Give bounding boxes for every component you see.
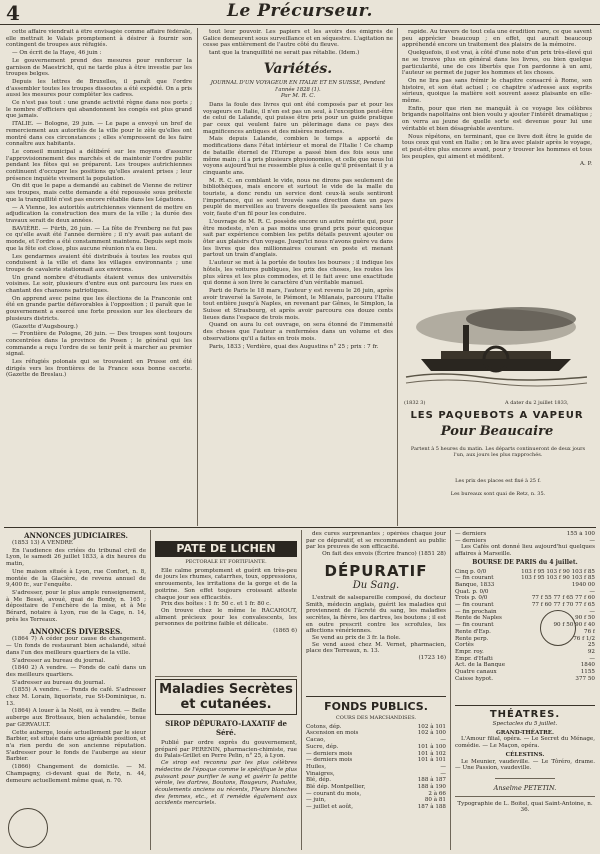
market-row-cell: Huiles, [306,763,327,770]
depuratif-ad [306,531,446,691]
bourse-row-cell: Trois p. 0/0 [455,595,488,602]
market-row-cell: — juin, [306,797,326,804]
ad-divider [306,696,446,697]
varietes-paragraph: Parti de Paris le 18 mars, l'auteur y est revenu le 26 juin, après avoir traversé la Savoie, le Piémont, le Milanais, parcouru l'Italie tout entière jusqu'à Naples, en revenant par Gênes, le Simplon, la Suisse et Strasbourg, et après avoir parcouru ces douze cents lieues dans l'espace de trois mois. [203,287,393,321]
bourse-row [455,575,595,582]
notice-caption-left: (1832 3) [404,400,426,406]
market-row-cell: — derniers mois [306,750,353,757]
bourse-row-cell: Banque, 1833 [455,581,495,588]
depuratif-ref-top: On fait des envois (Écrire franco) (1851 28) [322,551,446,558]
bourse-row-cell: Quat. p. 0/0 [455,588,489,595]
bourse-row-cell: — [589,608,595,615]
market-row [306,737,446,744]
bourse-row-cell: Caisse hypot. [455,675,493,682]
news-paragraph: Ce n'est pas tout : une grande activité règne dans nos ports ; le nombre d'officiers qui abandonnent les congés est plus grand que jamais. [6,100,192,120]
varietes-paragraph: Paris, 1833 ; Verdière, quai des Augustins n° 25 ; prix : 7 fr. [209,343,379,350]
fonds-publics [306,700,446,850]
bourse-row-cell: Empr. roy. [455,648,484,655]
market-row-cell: 187 à 188 [417,804,446,811]
news-paragraph: — Frontière de Pologne, 26 juin. — Des troupes sont toujours concentrées dans la province de Posen ; le général qui les commande a reçu l'ordre de se tenir prêt à marcher au premier signal. [6,331,192,358]
masthead [0,0,600,25]
market-row-cell: Blé dép. Montpellier, [306,784,366,791]
steamboat-illustration [401,287,587,397]
market-row-cell: 102 à 100 [417,730,446,737]
annonce-paragraph: (1864) A louer à la Noël, ou à vendre. — Belle auberge aux Brotteaux, bien achalandée, tenue par GERVAULT. [6,708,146,728]
varietes-paragraph: L'auteur se met à la portée de toutes les bourses ; il indique les hôtels, les voitures publiques, les prix des choses, les routes les plus sûres et les plus commodes, et il le fait avec une exactitude qui donne à son livre le caractère d'un véritable manuel. [203,260,393,287]
annonce-paragraph: Cette auberge, louée actuellement par le sieur Barbier, est située dans une agréable position, et n'a rien perdu de son ancienne réputation. S'adresser pour le fonds de l'auberge au sieur Barbier. [6,729,146,763]
depuratif-depot: Se vend aussi chez M. Vernet, pharmacien, place des Terreaux, n. 13. [306,641,446,655]
market-row-cell: Ascension en mois [306,730,359,737]
news-paragraph: Les gendarmes avaient été distribués à toutes les routes qui conduisent à la ville et dans les villages environnants ; une troupe de cavalerie stationnait aux environs. [6,253,192,273]
bourse-row [455,656,595,663]
market-row-cell: 188 à 190 [417,784,446,791]
depuratif-price: Se vend au prix de 3 fr. la fiole. [312,635,401,642]
gerant-rule [495,778,555,779]
bourse-row-cell: 77 f 60 77 f 70 77 f 65 [531,602,595,609]
bourse-row-cell: 25 [587,642,595,649]
market-row [306,784,446,791]
lichen-ad [155,531,297,671]
market-row-cell: — [440,737,446,744]
market-row [306,757,446,764]
bourse-row-cell: Rente d'Esp. [455,628,491,635]
bourse-row-cell: 90 f 50 [575,615,595,622]
celestins-title: CÉLESTINS. [505,751,545,758]
bourse-row [455,636,595,643]
bourse-row [455,582,595,589]
annonce-paragraph: S'adresser au bureau du journal. [12,679,106,686]
steamboat-notice-office: Les bureaux sont quai de Retz, n. 35. [450,491,546,497]
varietes-paragraph: Dans la foule des livres qui ont été composés par et pour les voyageurs en Italie, il n'en est pas un seul, à l'exception peut-être de celui de Lalande, qui puisse être pris pour un guide pratique par ceux qui veulent faire un pèlerinage dans ce pays des magnificences antiques et des misères modernes. [203,101,393,135]
bourse-row-cell: — [589,588,595,595]
annonce-paragraph: S'adresser, pour le plus ample renseignement, à Me Bessé, avoué, quai de Bondy, n. 165 ; dépositaire de l'enchère de la mise, et à Me Bérard, notaire à Lyon, rue de la Cage, n. 14, près les Terreaux. [6,589,146,623]
market-row [306,764,446,771]
tax-stamp [8,808,48,848]
news-paragraph: tout leur pouvoir. Les papiers et les avoirs des émigrés de Galice demeurent sous surveillance et en séquestre. L'agitation ne cesse pas entièrement de l'autre côté du fleuve. [203,29,393,49]
varietes-paragraph: On ne lira pas sans frémir le chapitre consacré à Rome, son histoire, et son état actuel ; ce chapitre s'adresse aux esprits sérieux, quoique la matière soit souvent assez plaisante en elle-même. [402,77,592,105]
imprimeur-line: Typographie de L. Boitel, quai Saint-Antoine, n. 36. [457,800,593,814]
market-row-cell: — derniers [455,531,487,537]
lichen-ad-price: Prix des boîtes : 1 fr. 50 c. et 1 fr. 80 c. [161,601,272,608]
varietes-paragraph: Quand on aura lu cet ouvrage, on sera étonné de l'immensité des choses que l'auteur a renfermées dans un volume et des observations qu'il a faites en trois mois. [203,322,393,342]
annonce-paragraph: (1855) A vendre. — Fonds de café. S'adresser chez M. Lorain, liquoriste, rue St-Dominique, n. 13. [6,687,146,707]
market-row-cell: Sucre, dép. [306,743,339,750]
bourse-row-cell: Cinq p. 0/0 [455,568,487,575]
bourse-row-cell: Rente de Naples [455,615,502,622]
bourse-row-cell: — fin courant [455,602,494,609]
varietes-author: Par M. R. C. [280,93,316,100]
varietes-paragraph: L'ouvrage de M. R. C. possède encore un autre mérite qui, pour être modeste, n'en a pas moins une grand prix pour quiconque sait par expérience combien les petits détails peuvent ajouter ou ôter aux plaisirs d'un voyage. Jusqu'ici nous n'avons guère vu dans les livres que des millionnaires courant en poste et menant partout un train d'anglais. [203,218,393,259]
annonce-paragraph: (1853 13) A VENDRE [12,540,73,546]
market-row-cell: — derniers mois [306,757,353,764]
column-rule [397,28,398,526]
news-paragraph: BAVIÈRE. — Fürth, 26 juin. — La fête de Frenberg ne fut pas ce qu'elle avait été l'année dernière ; il n'y avait pas autant de monde, et l'ordre a été constamment maintenu. Depuis sept mois que la fête est close, plus aucune réunion n'a eu lieu. [6,225,192,252]
maladies-ad-remedy: SIROP DÉPURATO-LAXATIF de Séré. [165,719,287,737]
varietes-paragraph: Enfin, pour que rien ne manquât à ce voyage les célèbres brigands napolitains ont bien voulu y ajouter l'intérêt dramatique ; on verra au jeune de quelle sorte est devenue pour lui une véritable et bien désagréable aventure. [402,105,592,132]
market-row-cell: Cacao, [306,737,326,744]
market-row-cell: — courant du mois, [306,790,362,797]
bourse-row-cell: — fin courant [455,622,494,629]
bourse-row-cell: — fin courant [455,575,494,582]
ad-divider [155,676,297,677]
annonces-judiciaires-title: ANNONCES JUDICIAIRES. [24,531,128,540]
bourse-row-cell: Rente perp. [455,635,489,642]
fonds-publics-title: FONDS PUBLICS. [324,700,428,713]
lichen-ad-depot: On trouve chez le même le RACAHOUT, aliment précieux pour les convalescents, les personnes de poitrine faible et délicate. [155,607,297,628]
lichen-ad-title: PATE DE LICHEN [155,541,297,557]
column-rule [450,530,451,850]
bourse-row-cell: 103 f 95 103 f 90 103 f 85 [521,575,595,582]
bourse-row-cell: 77 f 55 77 f 65 77 f 60 [531,595,595,602]
maladies-ad [155,679,297,849]
news-paragraph: Les réfugiés polonais qui se trouvaient en Prusse ont été dirigés vers les frontières de la France sous bonne escorte. (Gazette de Breslau.) [6,359,192,379]
column-rule [197,28,198,526]
article-signature: A. P. [579,161,592,168]
bourse-row [455,609,595,616]
lichen-ad-body: Elle calme promptement et guérit en très-peu de jours les rhumes, catarrhes, toux, oppressions, enrouements, les irritations de la gorge et de la poitrine. Son effet toujours croissant atteste chaque jour ses efficacités. [155,567,297,601]
bourse-row-cell: 76 f [584,628,595,635]
lichen-ad-subtitle: PECTORALE ET FORTIFIANTE. [185,559,267,565]
bourse-row-cell: 76 f 1/2 [573,635,595,642]
market-row [306,804,446,811]
bourse-row-cell: 1155 [580,669,595,676]
varietes-paragraph: Quelquefois, il est vrai, à côté d'une note d'un prix très-élevé qui ne se trouve plus en général dans les livres, ou bien quelque particularité, une de ces libertés que l'on pardonne à un ami, l'auteur se permet de juger les hommes et les choses. [402,50,592,77]
steamboat-notice-prices: Les prix des places est fixé à 25 f. [455,478,541,484]
market-row [306,730,446,737]
varietes-paragraph: Nous répétons, en terminant, que ce livre doit être le guide de tous ceux qui vont en Italie ; on le lira avec plaisir après le voyage, et peut-être plus encore avant, pour y trouver les hommes et tous les peuples, qui aiment et méditent. [402,133,592,160]
market-row-cell: — [440,770,446,777]
maladies-ad-title: Maladies Secrètes et cutanées. [155,679,297,715]
bourse-row [455,669,595,676]
market-row-cell: — derniers [455,537,487,544]
annonces-diverses-title: ANNONCES DIVERSES. [29,627,123,637]
bourse-row-cell: 1940 00 [571,581,595,588]
steamboat-notice-subtitle: Pour Beaucaire [440,424,554,439]
news-paragraph: On apprend avec peine que les élections de la Franconie ont été en grande partie défavorables à l'opposition ; il paraît que le gouvernement a exercé une forte pression sur les électeurs de plusieurs districts. [6,295,192,322]
news-paragraph: Depuis les lettres de Bruxelles, il paraît que l'ordre d'assembler toutes les troupes dissoutes a été expédié. On a pris aussi les mesures pour compléter les cadres. [6,78,192,99]
annonce-paragraph: (1840 2) A vendre. — Fonds de café dans un des meilleurs quartiers. [6,665,146,678]
varietes-paragraph: Mais depuis Lalande, combien le temps a apporté de modifications dans l'état intérieur et moral de l'Italie ! Ce champ de bataille éternel de l'Europe a passé bien des fois sous une même main ; il a pris plusieurs physionomies, et celle que nous lui voyons aujourd'hui ne ressemble plus à celle qu'il présentait il y a cinquante ans. [203,136,393,176]
tax-stamp [540,610,576,646]
news-paragraph: — On écrit de la Haye, 46 juin : [12,50,102,57]
bourse-row-cell: Act. de la Banque [455,662,506,669]
annonce-paragraph: Une maison située à Lyon, rue Confort, n. 8, montée de la Glacière, de revenu annuel de 9,400 fr., sur l'enquête. [6,568,146,589]
bourse-column [455,531,595,701]
celestins-body: Le Meunier, vaudeville. — Le Tôréro, drame. — Une Passion, vaudeville. [455,758,595,772]
gerant-signature: Anselme PETETIN. [493,783,557,792]
bourse-row-cell: Empr. d'Haïti [455,655,493,662]
annonce-paragraph: S'adresser au bureau du journal. [12,657,106,664]
news-column-center [203,29,393,524]
newspaper-title: Le Précurseur. [227,1,373,21]
bourse-row-cell: — [589,655,595,662]
market-row-cell: 101 à 102 [417,750,446,757]
market-row-cell: — [440,763,446,770]
notice-caption-right: A dater du 2 juillet 1833, [505,400,569,406]
bourse-row-cell: Quatre canaux [455,669,497,676]
bourse-row [455,676,595,683]
maladies-ad-body: Publié par ordre exprès du gouvernement, préparé par PERENIN, pharmacien-chimiste, rue du Palais-Grillet en Perre Pelin, n° 25, à Lyon. [155,740,297,760]
steamboat-notice-body: Partent à 5 heures du matin. Les départs continueront de deux jours l'un, aux jours les plus rapprochés. [410,446,586,458]
market-row-cell: 2 à 66 [428,790,446,797]
annonce-paragraph: En l'audience des criées du tribunal civil de Lyon, le samedi 26 juillet 1833, à dix heures du matin, [6,547,146,568]
column-rule [301,530,302,850]
market-row [306,744,446,751]
maladies-ad-detail: Ce sirop est reconnu par les plus célèbres médecins de l'époque comme le spécifique le plus puissant pour purifier le sang et guérir la petite vérole, les dartres, Boutons, Rougeurs, Pustules, écoulements anciens ou récents, Fleurs blanches des femmes, etc., et il remédie également aux accidents mercuriels. [155,760,297,807]
news-paragraph: tant que la tranquillité ne serait pas rétablie. (Idem.) [209,50,360,57]
grand-theatre-title: GRAND-THÉATRE. [496,729,554,736]
column-rule [150,530,151,850]
news-paragraph: ITALIE. — Bologne, 29 juin. — Le pape a envoyé un bref de remerciement aux autorités de la ville pour le zèle qu'elles ont montré dans ces circonstances ; elles s'empressent de les faire connaître aux habitants. [6,121,192,148]
news-paragraph: On dit que le pape a demandé au cabinet de Vienne de retirer ses troupes, mais cette demande a été repoussée sous prétexte que la tranquillité n'est pas encore rétablie dans les Légations. [6,183,192,203]
bourse-row [455,602,595,609]
market-row-cell: — juillet et août, [306,804,354,811]
bourse-row [455,595,595,602]
bourse-row [455,569,595,576]
varietes-paragraph: rapide. Au travers de tout cela une érudition rare, ce que savent peu apprécier beaucoup ; en effet, qui aurait beaucoup appréhendé encore un traitement des plaisirs de la mémoire. [402,29,592,49]
bourse-row [455,642,595,649]
depuratif-ref: (1723 16) [418,655,446,662]
market-row-cell: 102 à 101 [417,723,446,730]
market-row-cell: 101 à 101 [417,757,446,764]
bourse-row-cell: Cortès [455,642,474,649]
bourse-row [455,649,595,656]
annonces-column [6,531,146,849]
steamboat-notice-title: LES PAQUEBOTS A VAPEUR [410,410,584,421]
market-row-cell: 101 à 100 [417,743,446,750]
theatres-title: THÉATRES. [489,709,561,720]
news-paragraph: Un grand nombre d'étudiants étaient venus des universités voisines. Le soir, plusieurs d'entre eux ont parcouru les rues en chantant des chansons patriotiques. [6,274,192,295]
grand-theatre-body: L'Amour filial, opéra. — Le Secret du Ménage, comédie. — Le Maçon, opéra. [455,736,595,750]
annonce-paragraph: (1866) Changement de domicile. — M. Champagny, ci-devant quai de Retz, n. 44, demeure actuellement même quai, n. 70. [6,764,146,784]
varietes-subtitle: JOURNAL D'UN VOYAGEUR EN ITALIE ET EN SUISSE, Pendant l'année 1828 (1). [210,79,386,93]
news-paragraph: cette affaire viendrait à être envisagée comme affaire fédérale, elle mettrait le Valais promptement à désirer à fournir son contingent de troupes aux réfugiés. [6,29,192,49]
bourse-row-cell: 90 f 50 90 f 40 [553,622,595,629]
depuratif-body: L'extrait de salsepareille composé, du docteur Smith, médecin anglais, guérit les maladies qui proviennent de l'âcreté du sang, les maladies secrètes, la fièvre, les dartres, les boutons ; il est en outre prescrit contre les scrofules, les affections vénériennes. [306,594,446,635]
news-paragraph: Le conseil municipal a délibéré sur les moyens d'assurer l'approvisionnement des marchés et de maintenir l'ordre public pendant les fêtes qui se préparent. Les troupes autrichiennes continuent d'occuper les positions qu'elles avaient prises ; leur présence inquiète vivement la population. [6,148,192,182]
market-row-cell: Cotons, dép. [306,723,342,730]
market-row-cell: — [589,537,595,544]
varietes-paragraph: M. R. C. en comblant le vide, nous ne dirons pas seulement de bibliothèques, mais encore et surtout le vide de la malle du touriste, a donc rendu un service dont ceux-là seuls sentiront l'importance, qui se sont trouvés sans direction dans un pays peuplé de merveilles au travers desquelles ils passaient sans les voir, faute d'un fil pour les conduire. [203,177,393,218]
footer-rule [455,796,595,797]
news-paragraph: Le gouvernement prend des mesures pour renforcer la garnison de Maestricht, qui ne tarde plus à être investie par les troupes belges. [6,57,192,78]
bourse-row-cell: 377 50 [575,675,595,682]
section-divider [4,527,596,528]
news-paragraph: — A Vienne, les autorités autrichiennes viennent de mettre en adjudication la construction des murs de la ville ; la durée des travaux serait de deux années. [6,204,192,224]
market-row-cell: 80 à 81 [424,797,446,804]
market-row-cell: 155 à 100 [566,531,595,537]
bourse-row-cell: 1840 [580,662,595,669]
fonds-publics-subtitle: COURS DES MARCHANDISES. [335,715,417,721]
bourse-notice: Les Cafés ont donné lieu aujourd'hui quelques affaires à Marseille. [455,544,595,558]
theatres-subtitle: Spectacles du 5 juillet. [492,721,558,727]
bourse-row-cell: 103 f 95 103 f 90 103 f 85 [521,568,595,575]
news-column-left [6,29,192,524]
depuratif-title: DÉPURATIF [324,561,428,580]
varietes-title: Variétés. [263,60,333,77]
lichen-ad-ref: (1865 6) [273,628,297,635]
market-row [455,531,595,538]
bourse-row-cell: 92 [587,648,595,655]
annonce-paragraph: (1864 7) A céder pour cause de changement. — Un fonds de restaurant bien achalandé, situé dans l'un des meilleurs quartiers de la ville. [6,636,146,656]
page-number: 4 [6,1,20,25]
market-row-cell: Vinaigres, [306,770,335,777]
bourse-row [455,589,595,596]
bourse-row-cell: — fin prochain [455,608,497,615]
depuratif-subtitle: Du Sang. [352,579,400,591]
section-divider [455,705,595,706]
market-row-cell: 188 à 187 [417,777,446,784]
depuratif-intro: des cures surprenantes ; opérées chaque jour par ce dépuratif, et se recommandent au public par les preuves de son efficacité. [306,531,446,551]
market-row-cell: Blé, dép. [306,777,332,784]
news-paragraph: (Gazette d'Augsbourg.) [12,323,78,330]
bourse-row [455,662,595,669]
bourse-title: BOURSE DE PARIS du 4 juillet. [472,558,578,566]
theatres-column [455,708,595,850]
news-column-right [402,29,592,279]
